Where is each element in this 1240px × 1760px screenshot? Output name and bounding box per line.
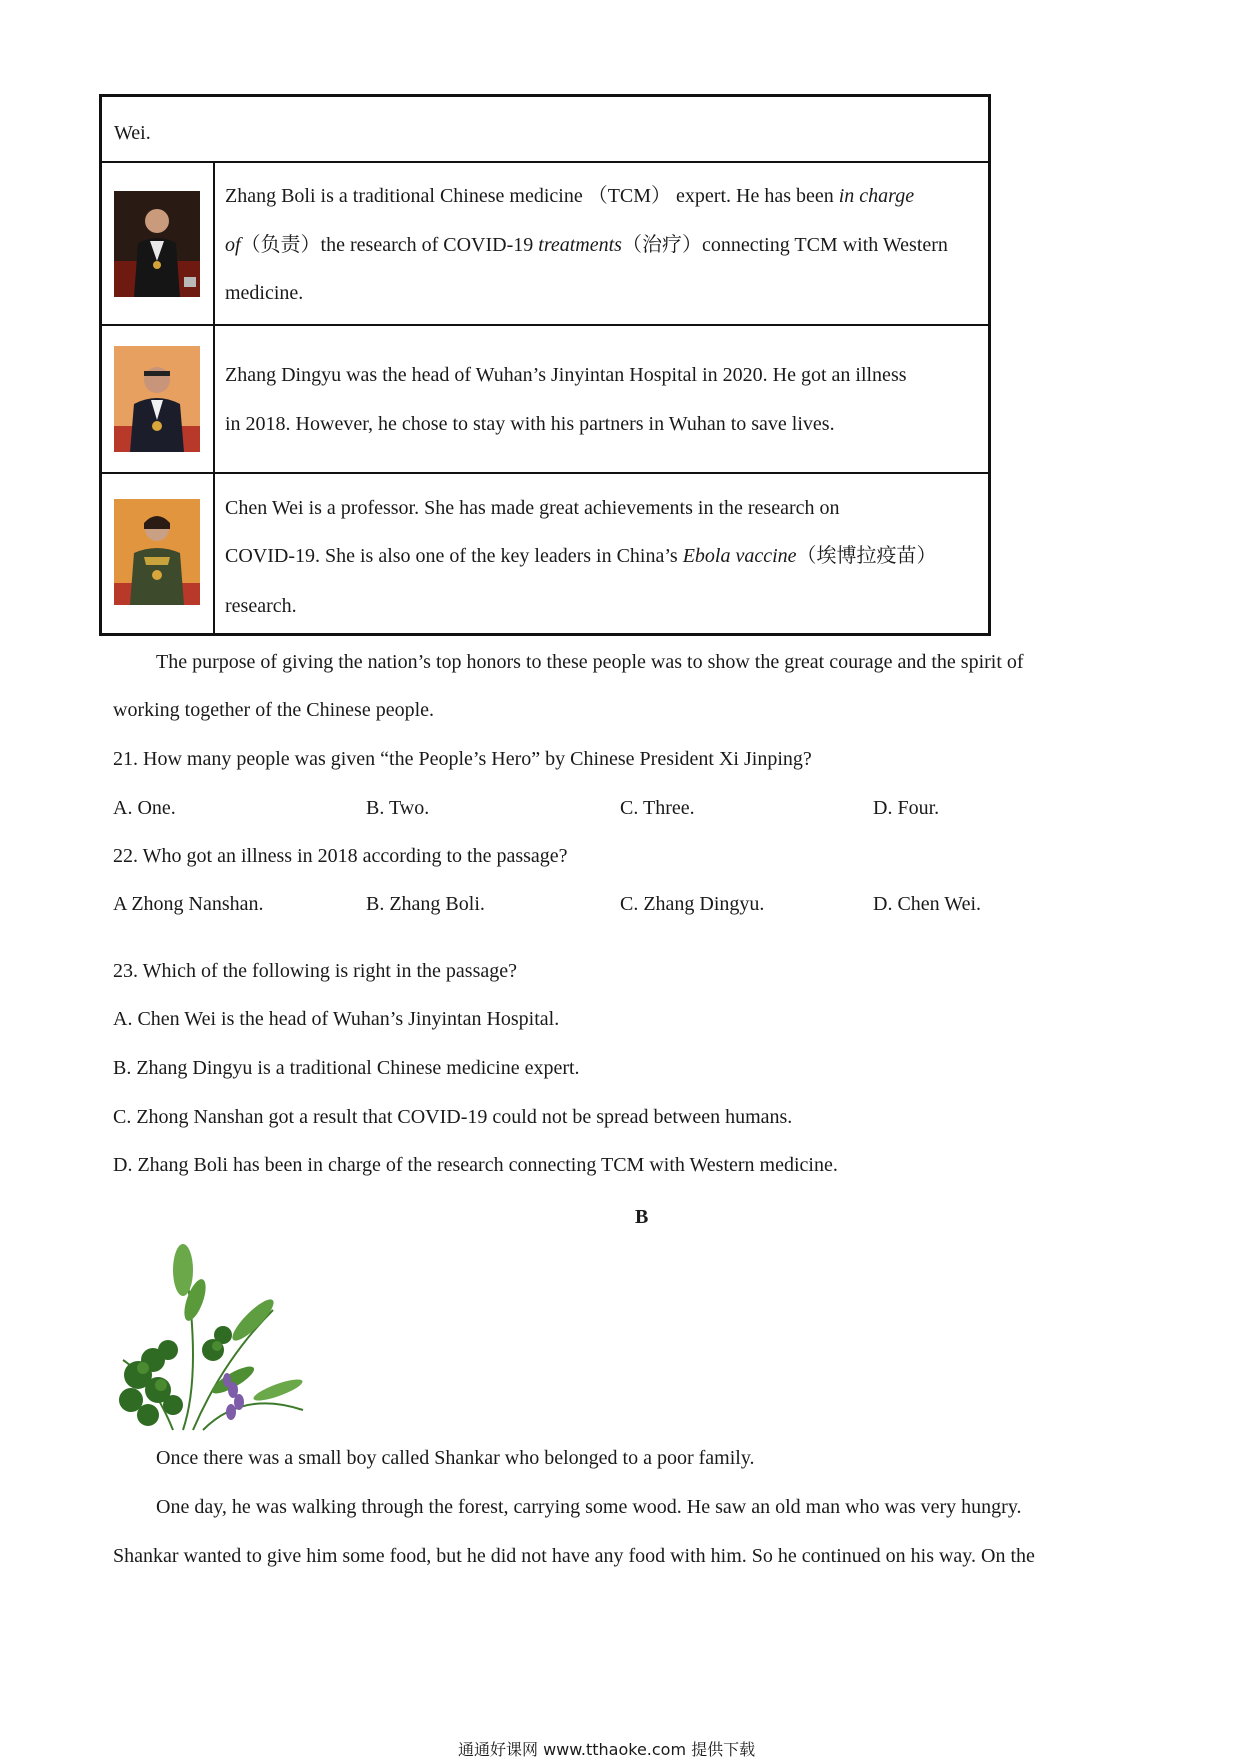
q21-option-d: D. Four. [873,797,940,819]
table-header-text: Wei. [114,122,151,144]
row-text-line: research. [225,595,297,617]
portrait-zhang-boli [114,191,200,297]
portrait-image [114,191,200,297]
honorees-table [99,94,991,636]
portrait-chen-wei [114,499,200,605]
table-divider [102,324,988,326]
question-22: 22. Who got an illness in 2018 according to the passage? [113,845,568,867]
portrait-image [114,499,200,605]
row-text-line: Chen Wei is a professor. She has made great achievements in the research on [225,497,840,519]
story-paragraph-2-line-1: One day, he was walking through the forest, carrying some wood. He saw an old man who was very hungry. [156,1496,1022,1518]
herbs-illustration [113,1240,313,1435]
section-heading: B [635,1206,649,1228]
q22-option-b: B. Zhang Boli. [366,893,485,915]
q21-option-a: A. One. [113,797,176,819]
portrait-image [114,346,200,452]
q22-option-c: C. Zhang Dingyu. [620,893,765,915]
q21-option-b: B. Two. [366,797,430,819]
row-text-line [225,235,948,255]
herbs-image [113,1240,313,1435]
story-paragraph-2-line-2: Shankar wanted to give him some food, but he did not have any food with him. So he continued on his way. On the [113,1545,1035,1567]
footer-watermark: 通通好课网 www.tthaoke.com 提供下载 [458,1740,756,1759]
row-text-line: Zhang Dingyu was the head of Wuhan’s Jinyintan Hospital in 2020. He got an illness [225,364,907,386]
portrait-zhang-dingyu [114,346,200,452]
row-text-line: medicine. [225,282,304,304]
table-column-divider [213,163,215,633]
text: Zhang Boli is a traditional Chinese medicine （TCM） expert. He has been in charge [225,185,915,207]
question-23: 23. Which of the following is right in the passage? [113,960,517,982]
q23-option-d: D. Zhang Boli has been in charge of the research connecting TCM with Western medicine. [113,1154,838,1176]
row-text-line [225,186,914,206]
question-21: 21. How many people was given “the People’s Hero” by Chinese President Xi Jinping? [113,748,812,770]
q23-option-a: A. Chen Wei is the head of Wuhan’s Jinyintan Hospital. [113,1008,560,1030]
q21-option-c: C. Three. [620,797,695,819]
q23-option-c: C. Zhong Nanshan got a result that COVID-19 could not be spread between humans. [113,1106,793,1128]
q22-option-d: D. Chen Wei. [873,893,982,915]
paragraph-line: The purpose of giving the nation’s top honors to these people was to show the great courage and the spirit of [156,651,1024,673]
paragraph-line: working together of the Chinese people. [113,699,435,721]
row-text-line [225,546,937,566]
row-text-line: in 2018. However, he chose to stay with his partners in Wuhan to save lives. [225,413,835,435]
table-divider [102,161,988,163]
story-paragraph-1: Once there was a small boy called Shankar who belonged to a poor family. [156,1447,755,1469]
table-divider [102,472,988,474]
q22-option-a: A Zhong Nanshan. [113,893,264,915]
text: of（负责）the research of COVID-19 treatments（治疗）connecting TCM with Western [225,234,948,256]
q23-option-b: B. Zhang Dingyu is a traditional Chinese medicine expert. [113,1057,580,1079]
text: COVID-19. She is also one of the key leaders in China’s Ebola vaccine（埃博拉疫苗） [225,545,937,567]
